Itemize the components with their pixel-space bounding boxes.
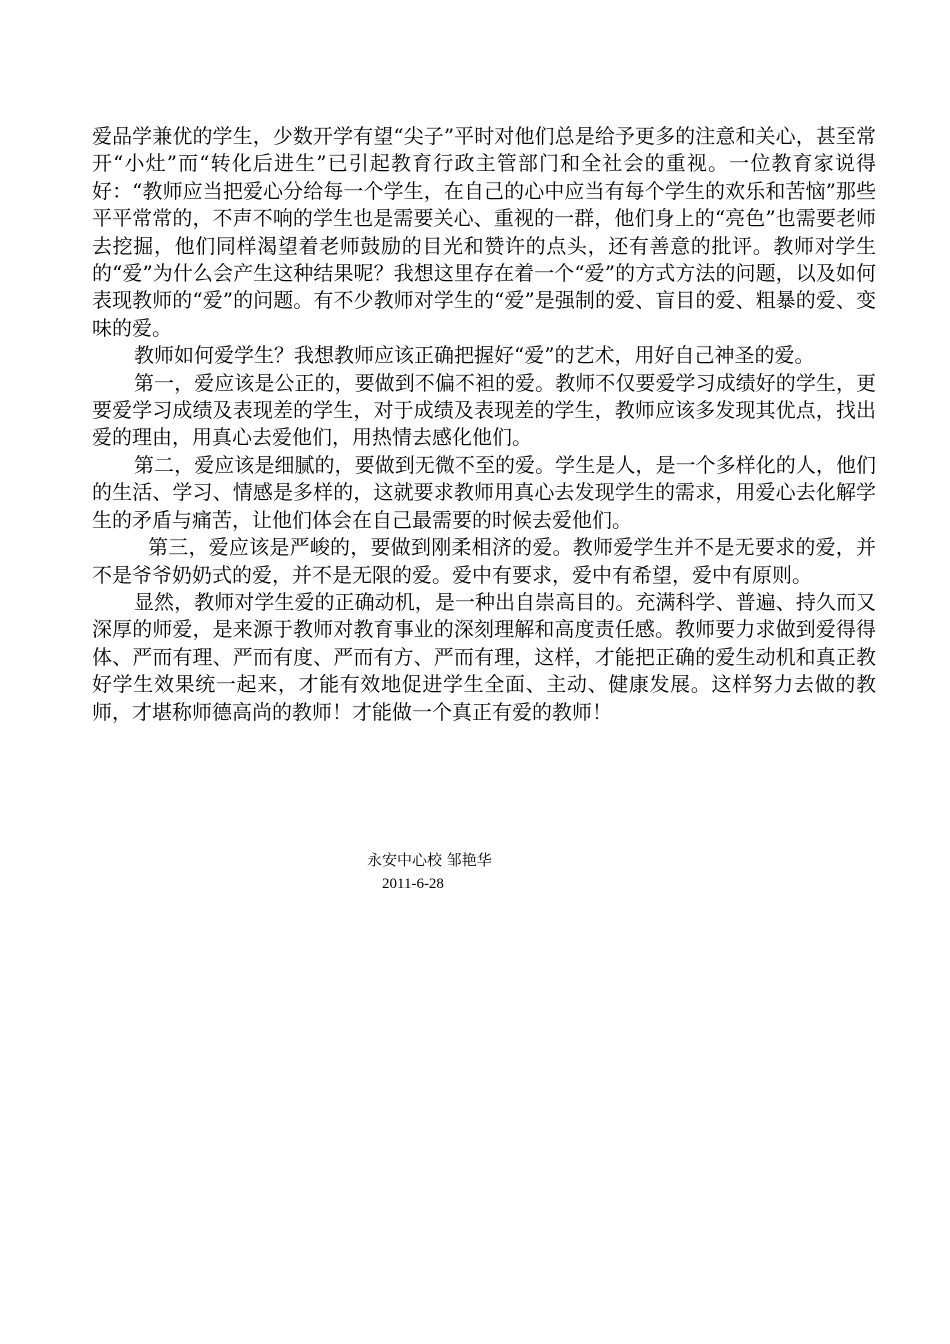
paragraph-3: 第一，爱应该是公正的，要做到不偏不袒的爱。教师不仅要爱学习成绩好的学生，更要爱学习成绩及表现差的学生，对于成绩及表现差的学生，教师应该多发现其优点，找出爱的理由，用真心去爱他们，用热情去感化他们。 bbox=[92, 370, 876, 450]
paragraph-1: 爱品学兼优的学生，少数开学有望“尖子”平时对他们总是给予更多的注意和关心，甚至常开“小灶”而“转化后进生”已引起教育行政主管部门和全社会的重视。一位教育家说得好：“教师应当把爱心分给每一个学生，在自己的心中应当有每个学生的欢乐和苦恼”那些平平常常的，不声不响的学生也是需要关心、重视的一群，他们身上的“亮色”也需要老师去挖掘，他们同样渴望着老师鼓励的目光和赞许的点头，还有善意的批评。教师对学生的“爱”为什么会产生这种结果呢？我想这里存在着一个“爱”的方式方法的问题，以及如何表现教师的“爱”的问题。有不少教师对学生的“爱”是强制的爱、盲目的爱、粗暴的爱、变味的爱。 bbox=[92, 124, 876, 340]
document-date: 2011-6-28 bbox=[382, 876, 444, 892]
paragraph-6: 显然，教师对学生爱的正确动机，是一种出自崇高目的。充满科学、普遍、持久而又深厚的师爱，是来源于教师对教育事业的深刻理解和高度责任感。教师要力求做到爱得得体、严而有理、严而有度、严而有方、严而有理，这样，才能把正确的爱生动机和真正教好学生效果统一起来，才能有效地促进学生全面、主动、健康发展。这样努力去做的教师，才堪称师德高尚的教师！才能做一个真正有爱的教师！ bbox=[92, 589, 876, 724]
paragraph-2: 教师如何爱学生？我想教师应该正确把握好“爱”的艺术，用好自己神圣的爱。 bbox=[134, 343, 815, 368]
article-body bbox=[92, 123, 876, 726]
paragraph-4: 第二，爱应该是细腻的，要做到无微不至的爱。学生是人，是一个多样化的人，他们的生活、学习、情感是多样的，这就要求教师用真心去发现学生的需求，用爱心去化解学生的矛盾与痛苦，让他们体会在自己最需要的时候去爱他们。 bbox=[92, 452, 876, 532]
author-signature: 永安中心校 邹艳华 bbox=[367, 851, 492, 869]
paragraph-5: 第三，爱应该是严峻的，要做到刚柔相济的爱。教师爱学生并不是无要求的爱，并不是爷爷奶奶式的爱，并不是无限的爱。爱中有要求，爱中有希望，爱中有原则。 bbox=[92, 535, 876, 587]
